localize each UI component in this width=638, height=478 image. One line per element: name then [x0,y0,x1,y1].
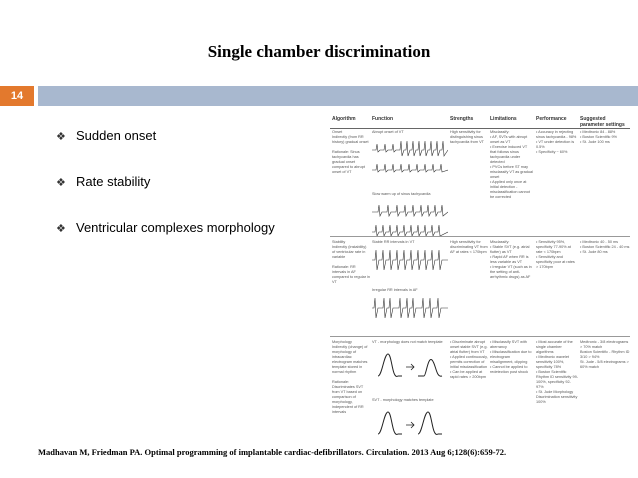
cell-limitations: Misclassify: • Stable SVT (e.g. atrial flutter) as VT • Rapid AF when RR is less variable as VT • Irregular VT (such as in the setting of anti-arrhythmic drugs) as AF [490,240,532,279]
cell-algorithm: Stability Indirectly (instability) of ventricular rate in variable Rationale: RR intervals in AF compared to regular in VT [332,240,370,284]
ecg-trace-stable [372,248,448,284]
bullet-item [56,128,275,174]
cell-performance: • Sensitivity 95%, specificity 77-90% at rate < 170bpm • Sensitivity and specificity poor at rates > 170bpm [536,240,575,269]
bullet-text: Sudden onset [76,128,157,143]
cell-function: Stable RR intervals in VT [372,240,415,244]
cell-limitations: Misclassify: • AF, SVTs with abrupt onset as VT • Exercise induced VT that follows sinus tachycardia under detected • PVCs before ST may misclassify VT as gradual onset • Applied only once at initial detection - misclassification cannot be corrected [490,130,533,199]
cell-strengths: High sensitivity for discriminating VT from AF at rates < 170bpm [450,240,488,254]
cell-algorithm: Onset Indirectly (from RR history) gradual onset Rationale: Sinus tachycardia has gradual onset compared to abrupt onset of VT [332,130,369,174]
diamond-bullet-icon: ❖ [56,131,66,143]
cell-strengths: High sensitivity for distinguishing sinus tachycardia from VT [450,130,484,144]
ecg-trace-warmup [372,200,448,240]
header-performance: Performance [536,116,567,122]
row-divider [330,336,630,337]
citation: Madhavan M, Friedman PA. Optimal programming of implantable cardiac-defibrillators. Circulation. 2013 Aug 6;128(6):659-72. [38,447,507,457]
header-settings: Suggested parameter settings [580,116,625,128]
cell-performance: • Accuracy in rejecting sinus tachycardia - 98% • VT under detection is 0.5% • Specificity ~ 60% [536,130,577,154]
cell-performance: • Most accurate of the single chamber algorithms • Medtronic wavelet sensitivity 100%, specificity 78% • Boston Scientific Rhythm ID sensitivity 99-100%, specificity 92-97% • St. Jude Morphology Discrimination sensitivity 100% [536,340,578,404]
bullet-text: Ventricular complexes morphology [76,220,275,235]
bullet-list [56,128,275,266]
bullet-item [56,220,275,266]
ecg-trace-irregular [372,296,448,332]
slide-title: Single chamber discrimination [207,42,431,61]
slide-number-badge: 14 [0,86,34,106]
cell-function-secondary: Slow warm up of sinus tachycardia [372,192,431,196]
header-bar [38,86,638,106]
header-function: Function [372,116,394,122]
cell-function-secondary: Irregular RR intervals in AF [372,288,418,292]
cell-strengths: • Discriminate abrupt onset stable SVT (e.g. atrial flutter) from VT • Applied continuously, permits correction of initial misclassification • Can be applied at rapid rates > 200bpm [450,340,488,379]
algorithm-table [330,114,630,466]
table-header [330,114,630,129]
header-limitations: Limitations [490,116,517,122]
ecg-morphology-match [376,408,444,442]
header-strengths: Strengths [450,116,474,122]
cell-settings: Medtronic - 3/8 electrograms > 70% match Boston Scientific - Rhythm ID 3/10 > 94% St. Jude - 5/8 electrograms > 60% match [580,340,630,369]
ecg-trace-onset [372,138,448,178]
cell-function: Abrupt onset of VT [372,130,404,134]
bullet-item [56,174,275,220]
cell-settings: • Medtronic 40 - 50 ms • Boston Scientific 24 - 40 ms • St. Jude 80 ms [580,240,630,254]
cell-limitations: • Misclassify SVT with aberrancy • Misclassification due to electrogram misalignment, clipping • Cannot be applied to redetection post shock [490,340,532,374]
ecg-morphology-mismatch [376,350,444,384]
diamond-bullet-icon: ❖ [56,223,66,235]
row-divider [330,236,630,237]
header-algorithm: Algorithm [332,116,356,122]
cell-function-secondary: SVT - morphology matches template [372,398,434,402]
cell-algorithm: Morphology Indirectly (change) of morphology of intracardiac electrogram matches template stored in normal rhythm Rationale: Discriminates SVT from VT based on comparison of morphology, independent of RR intervals [332,340,368,414]
bullet-text: Rate stability [76,174,151,189]
cell-function: VT - morphology does not match template [372,340,443,344]
diamond-bullet-icon: ❖ [56,177,66,189]
cell-settings: • Medtronic 84 - 88% • Boston Scientific 9% • St. Jude 100 ms [580,130,617,144]
